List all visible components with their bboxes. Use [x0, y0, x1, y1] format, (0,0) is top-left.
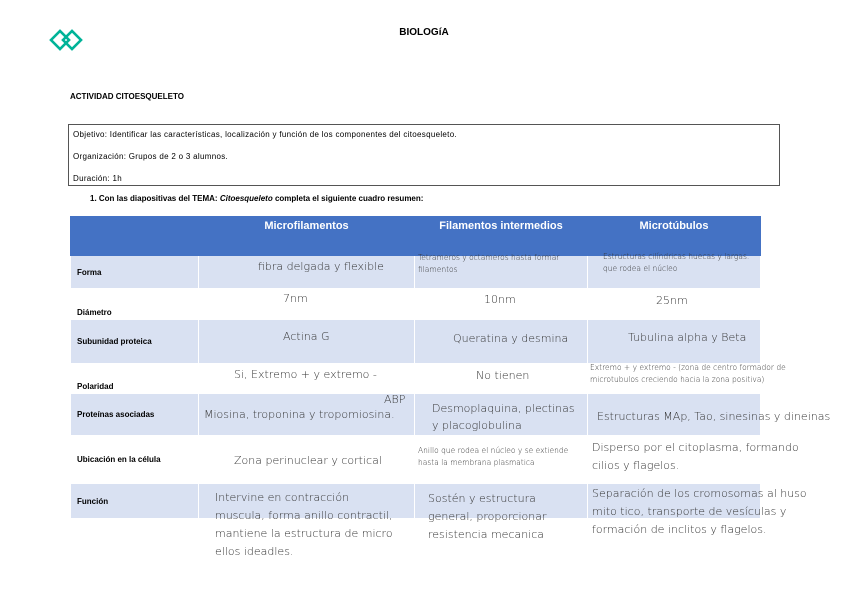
instruction	[90, 194, 423, 203]
proteinas-micro-extra: ABP	[384, 393, 406, 406]
subunidad-tub: Tubulina alpha y Beta	[628, 331, 747, 344]
row-label-ubicacion: Ubicación en la célula	[71, 436, 199, 484]
instruction-prefix: 1. Con las diapositivas del TEMA:	[90, 194, 220, 203]
subunidad-inter: Queratina y desmina	[453, 332, 569, 345]
activity-title: ACTIVIDAD CITOESQUELETO	[70, 92, 184, 101]
polaridad-micro: Si, Extremo + y extremo -	[234, 368, 377, 381]
polaridad-inter: No tienen	[476, 369, 530, 382]
funcion-inter: Sostén y estructura general, proporcionar resistencia mecanica	[428, 492, 547, 541]
page-title: BIOLOGíA	[399, 27, 449, 38]
row-label-proteinas: Proteínas asociadas	[71, 394, 199, 436]
col-header-microfilamentos: Microfilamentos	[199, 217, 415, 256]
objective-text: Objetivo: Identificar las características, localización y función de los componentes del citoesqueleto.	[73, 130, 457, 139]
row-label-forma: Forma	[71, 256, 199, 289]
row-label-diametro: Diámetro	[71, 289, 199, 320]
instruction-suffix: completa el siguiente cuadro resumen:	[272, 194, 424, 203]
ubicacion-tub: Disperso por el citoplasma, formando cilios y flagelos.	[592, 441, 799, 472]
forma-micro: fibra delgada y flexible	[258, 260, 384, 273]
subunidad-micro: Actina G	[283, 330, 330, 343]
forma-inter: Tetrameros y octameros hasta formar filamentos	[418, 253, 560, 274]
instruction-topic: Citoesqueleto	[219, 194, 273, 203]
ubicacion-inter: Anillo que rodea el núcleo y se extiende hasta la membrana plasmatica	[418, 446, 569, 467]
ubicacion-micro: Zona perinuclear y cortical	[234, 454, 382, 467]
diametro-micro: 7nm	[283, 292, 308, 305]
duration-text: Duración: 1h	[73, 174, 122, 183]
info-box	[68, 124, 780, 186]
row-label-polaridad: Polaridad	[71, 364, 199, 394]
proteinas-inter: Desmoplaquina, plectinas y placoglobulina	[432, 402, 575, 432]
proteinas-tub: Estructuras MAp, Tao, sinesinas y dineinas	[597, 410, 831, 423]
diametro-inter: 10nm	[484, 293, 516, 306]
forma-tub: Estructuras cilíndricas huecas y largas. que rodea el núcleo	[603, 252, 750, 273]
organization-text: Organización: Grupos de 2 o 3 alumnos.	[73, 152, 229, 161]
funcion-micro: Intervine en contracción muscula, forma anillo contractil, mantiene la estructura de micro ellos ideadles.	[215, 491, 393, 558]
diametro-tub: 25nm	[656, 294, 688, 307]
funcion-tub: Separación de los cromosomas al huso mito tico, transporte de vesículas y formación de inclitos y flagelos.	[592, 487, 807, 536]
col-header-filamentos: Filamentos intermedios	[415, 217, 588, 256]
row-label-funcion: Función	[71, 484, 199, 519]
row-label-subunidad: Subunidad proteica	[71, 320, 199, 364]
header-empty	[71, 217, 199, 256]
polaridad-tub: Extremo + y extremo - (zona de centro formador de microtubulos creciendo hacia la zona positiva)	[590, 363, 786, 384]
col-header-microtubulos: Microtúbulos	[588, 217, 761, 256]
proteinas-micro: Miosina, troponina y tropomiosina.	[204, 408, 395, 421]
